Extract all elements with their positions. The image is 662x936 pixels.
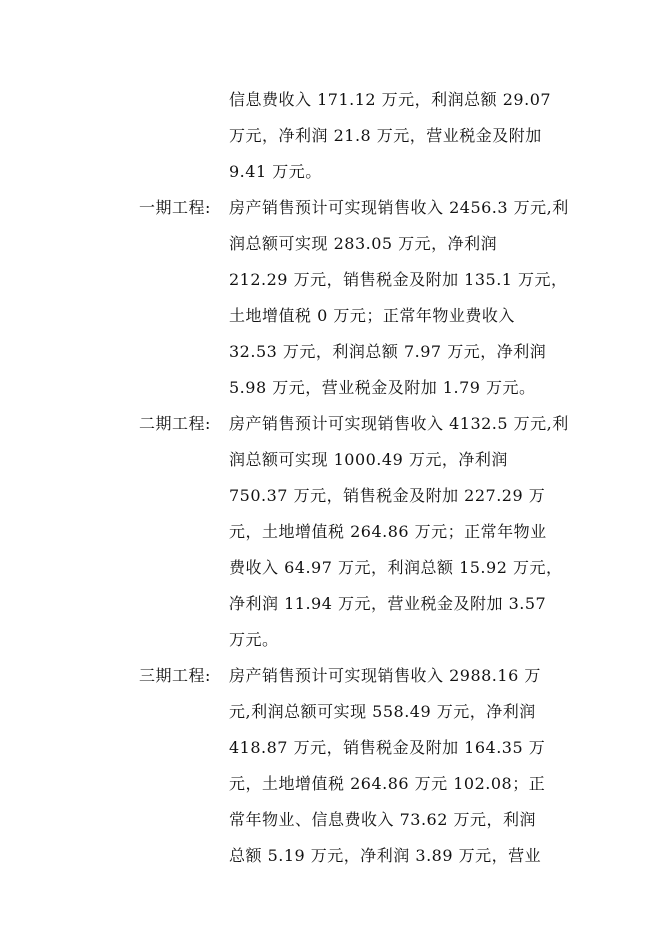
text-line: 212.29 万元，销售税金及附加 135.1 万元， — [229, 270, 568, 289]
section-label-phase-1: 一期工程: — [139, 198, 211, 217]
text-line: 润总额可实现 1000.49 万元，净利润 — [229, 450, 508, 469]
text-line: 房产销售预计可实现销售收入 2988.16 万 — [229, 666, 541, 685]
text-line: 常年物业、信息费收入 73.62 万元，利润 — [229, 810, 536, 829]
section-label-phase-3: 三期工程: — [139, 666, 211, 685]
text-line: 房产销售预计可实现销售收入 4132.5 万元,利 — [229, 414, 569, 433]
text-line: 9.41 万元。 — [229, 162, 322, 181]
text-line: 信息费收入 171.12 万元，利润总额 29.07 — [229, 90, 552, 109]
text-line: 净利润 11.94 万元，营业税金及附加 3.57 — [229, 594, 547, 613]
text-line: 房产销售预计可实现销售收入 2456.3 万元,利 — [229, 198, 569, 217]
text-line: 润总额可实现 283.05 万元，净利润 — [229, 234, 498, 253]
text-line: 750.37 万元，销售税金及附加 227.29 万 — [229, 486, 546, 505]
text-line: 32.53 万元，利润总额 7.97 万元，净利润 — [229, 342, 547, 361]
text-line: 元，土地增值税 264.86 万元；正常年物业 — [229, 522, 547, 541]
text-line: 5.98 万元，营业税金及附加 1.79 万元。 — [229, 378, 536, 397]
text-line: 418.87 万元，销售税金及附加 164.35 万 — [229, 738, 546, 757]
text-line: 万元，净利润 21.8 万元，营业税金及附加 — [229, 126, 542, 145]
text-line: 费收入 64.97 万元，利润总额 15.92 万元， — [229, 558, 563, 577]
text-line: 土地增值税 0 万元；正常年物业费收入 — [229, 306, 515, 325]
text-line: 万元。 — [229, 630, 279, 649]
text-line: 总额 5.19 万元，净利润 3.89 万元，营业 — [229, 846, 542, 865]
section-label-phase-2: 二期工程: — [139, 414, 211, 433]
text-line: 元,利润总额可实现 558.49 万元，净利润 — [229, 702, 536, 721]
text-line: 元，土地增值税 264.86 万元 102.08；正 — [229, 774, 546, 793]
